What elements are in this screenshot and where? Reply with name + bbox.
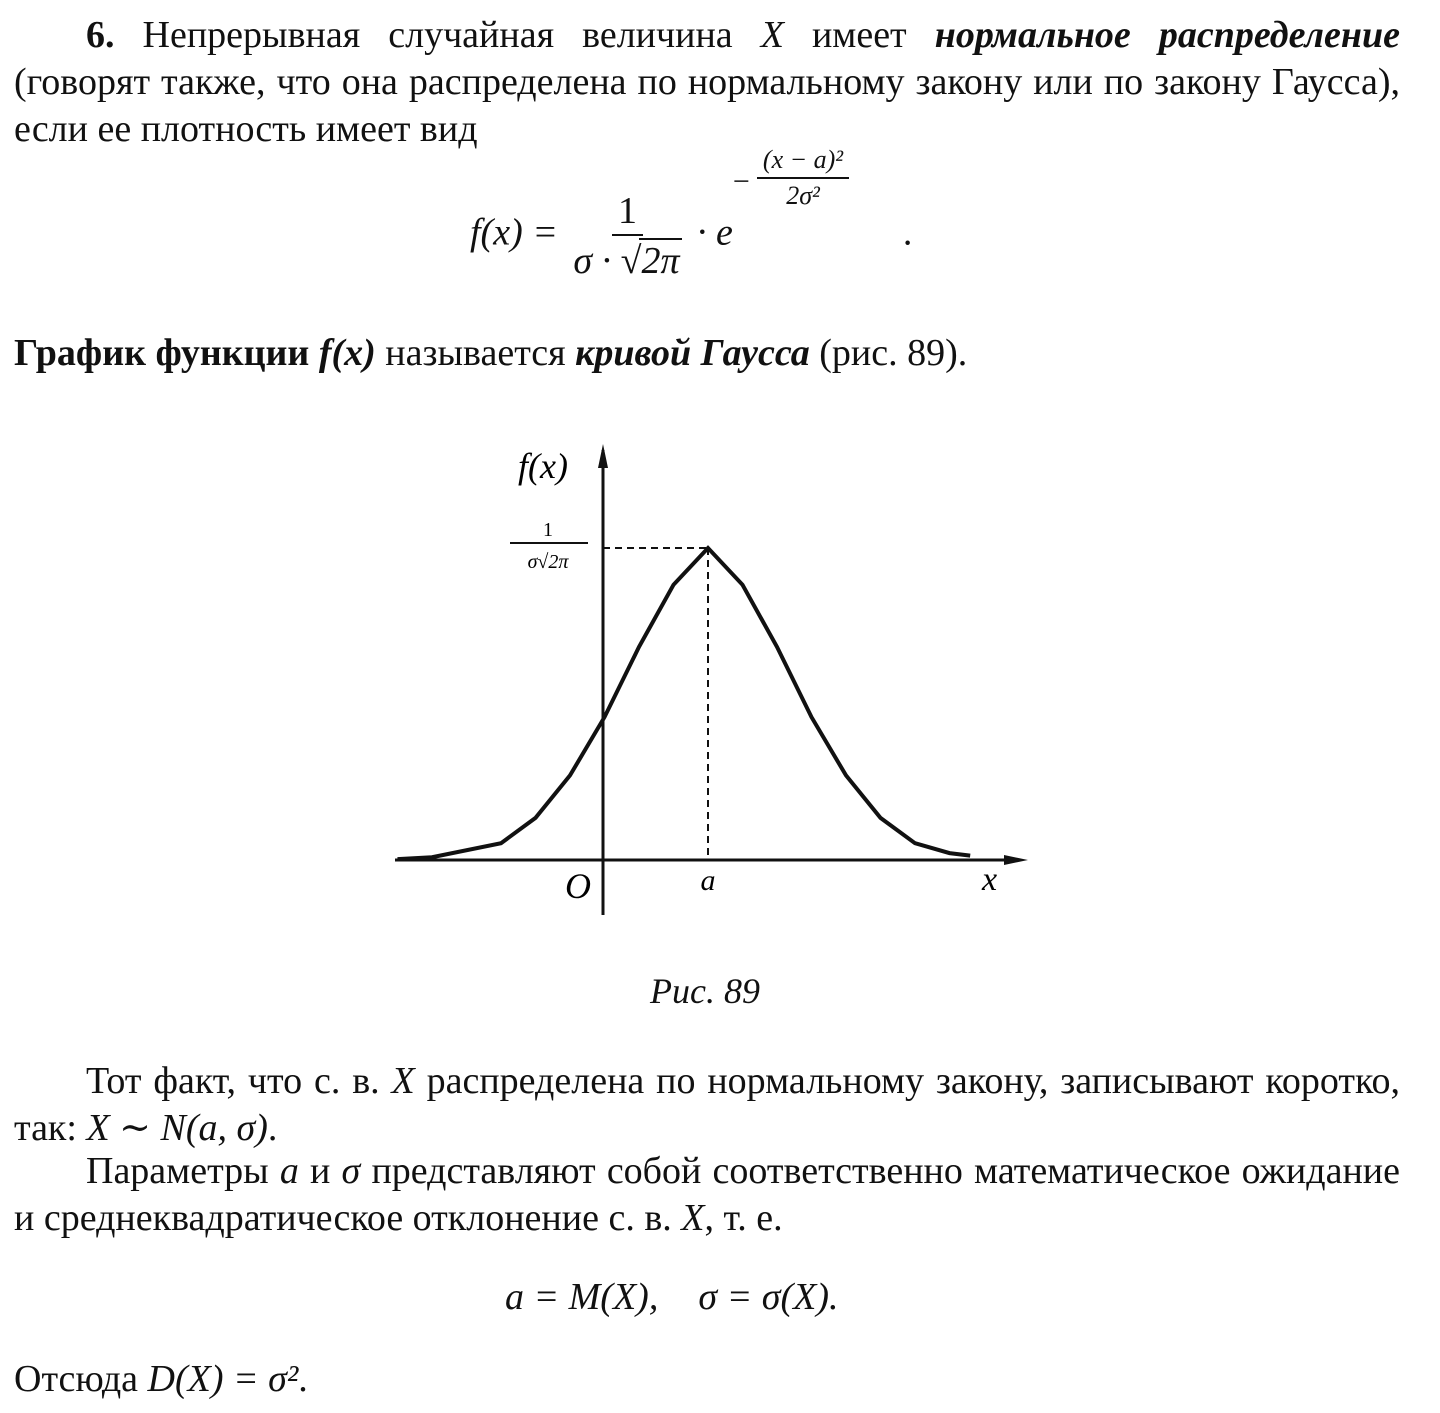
density-formula <box>470 144 913 282</box>
term-normal-distribution: нормальное распределение <box>934 14 1400 56</box>
gauss-fx: f(x) <box>318 332 376 374</box>
param-sigma: σ <box>341 1150 361 1192</box>
x-axis-label: x <box>982 861 998 898</box>
y-axis-arrow <box>598 444 608 468</box>
gauss-text-a: График функции <box>14 332 319 374</box>
notation-end: . <box>267 1107 278 1149</box>
variance-formula: D(X) = σ² <box>147 1358 299 1400</box>
formula-std: σ = σ(X). <box>698 1276 839 1318</box>
denominator-sigma: σ · <box>573 240 621 282</box>
y-tick-label-denominator: σ√2π <box>527 551 569 573</box>
params-var-x: X <box>681 1197 705 1239</box>
paragraph-notation <box>14 1058 1400 1152</box>
exponent-numerator: (x − a)² <box>757 145 849 179</box>
definition-text-c: (говорят также, что она распределена по нормальному закону или по закону Гаусса), если ее плотность имеет вид <box>14 61 1400 150</box>
notation-text-a: Тот факт, что с. в. <box>86 1060 392 1102</box>
notation-text-b: распределена по нормальному закону, записывают коротко, так: <box>14 1060 1401 1149</box>
fraction-numerator: 1 <box>612 190 643 236</box>
paragraph-definition <box>14 12 1400 153</box>
gauss-text-b: называется <box>375 332 576 374</box>
notation-formula: X ∼ N(a, σ) <box>86 1107 268 1149</box>
origin-label: O <box>565 866 591 906</box>
figure-caption: Рис. 89 <box>650 971 760 1011</box>
parameters-formula <box>505 1275 838 1319</box>
gauss-curve-chart <box>380 430 1040 930</box>
formula-exponent: − $\frac{\text{(x − a)²}}{\text{2σ²}}$ <box>733 205 903 245</box>
params-text-d: , т. е. <box>704 1197 783 1239</box>
y-axis-label: f(x) <box>518 446 568 486</box>
item-number: 6. <box>86 14 115 56</box>
x-axis-arrow <box>1004 855 1028 865</box>
params-text-c: представляют собой соответственно математическое ожидание и среднеквадратическое отклонение с. в. <box>14 1150 1400 1239</box>
gauss-text-c: (рис. 89). <box>809 332 968 374</box>
params-text-a: Параметры <box>86 1150 280 1192</box>
formula-mean: a = M(X), <box>505 1276 659 1318</box>
denominator-sqrt: 2π <box>641 240 680 282</box>
x-tick-label-a: a <box>700 864 716 897</box>
notation-var-x: X <box>391 1060 415 1102</box>
formula-exponential: · e <box>697 211 733 254</box>
variable-x: X <box>760 14 784 56</box>
variance-text-a: Отсюда <box>14 1358 148 1400</box>
paragraph-variance <box>14 1356 1400 1403</box>
exponent-fraction <box>757 145 849 211</box>
exponent-denominator: 2σ² <box>786 180 820 210</box>
definition-text-b: имеет <box>783 14 935 56</box>
term-gauss-curve: кривой Гаусса <box>575 332 810 374</box>
formula-fraction <box>567 190 687 282</box>
formula-period: . <box>902 211 913 254</box>
paragraph-parameters <box>14 1148 1400 1242</box>
param-a: a <box>279 1150 299 1192</box>
params-text-b: и <box>298 1150 342 1192</box>
y-tick-label-numerator: 1 <box>543 519 553 541</box>
paragraph-gauss-curve <box>14 330 1400 377</box>
gauss-curve-line <box>398 548 971 859</box>
variance-end: . <box>298 1358 308 1400</box>
formula-lhs: f(x) = <box>470 211 558 254</box>
definition-text-a: Непрерывная случайная величина <box>114 14 761 56</box>
fraction-denominator: σ · √2π <box>573 240 680 282</box>
